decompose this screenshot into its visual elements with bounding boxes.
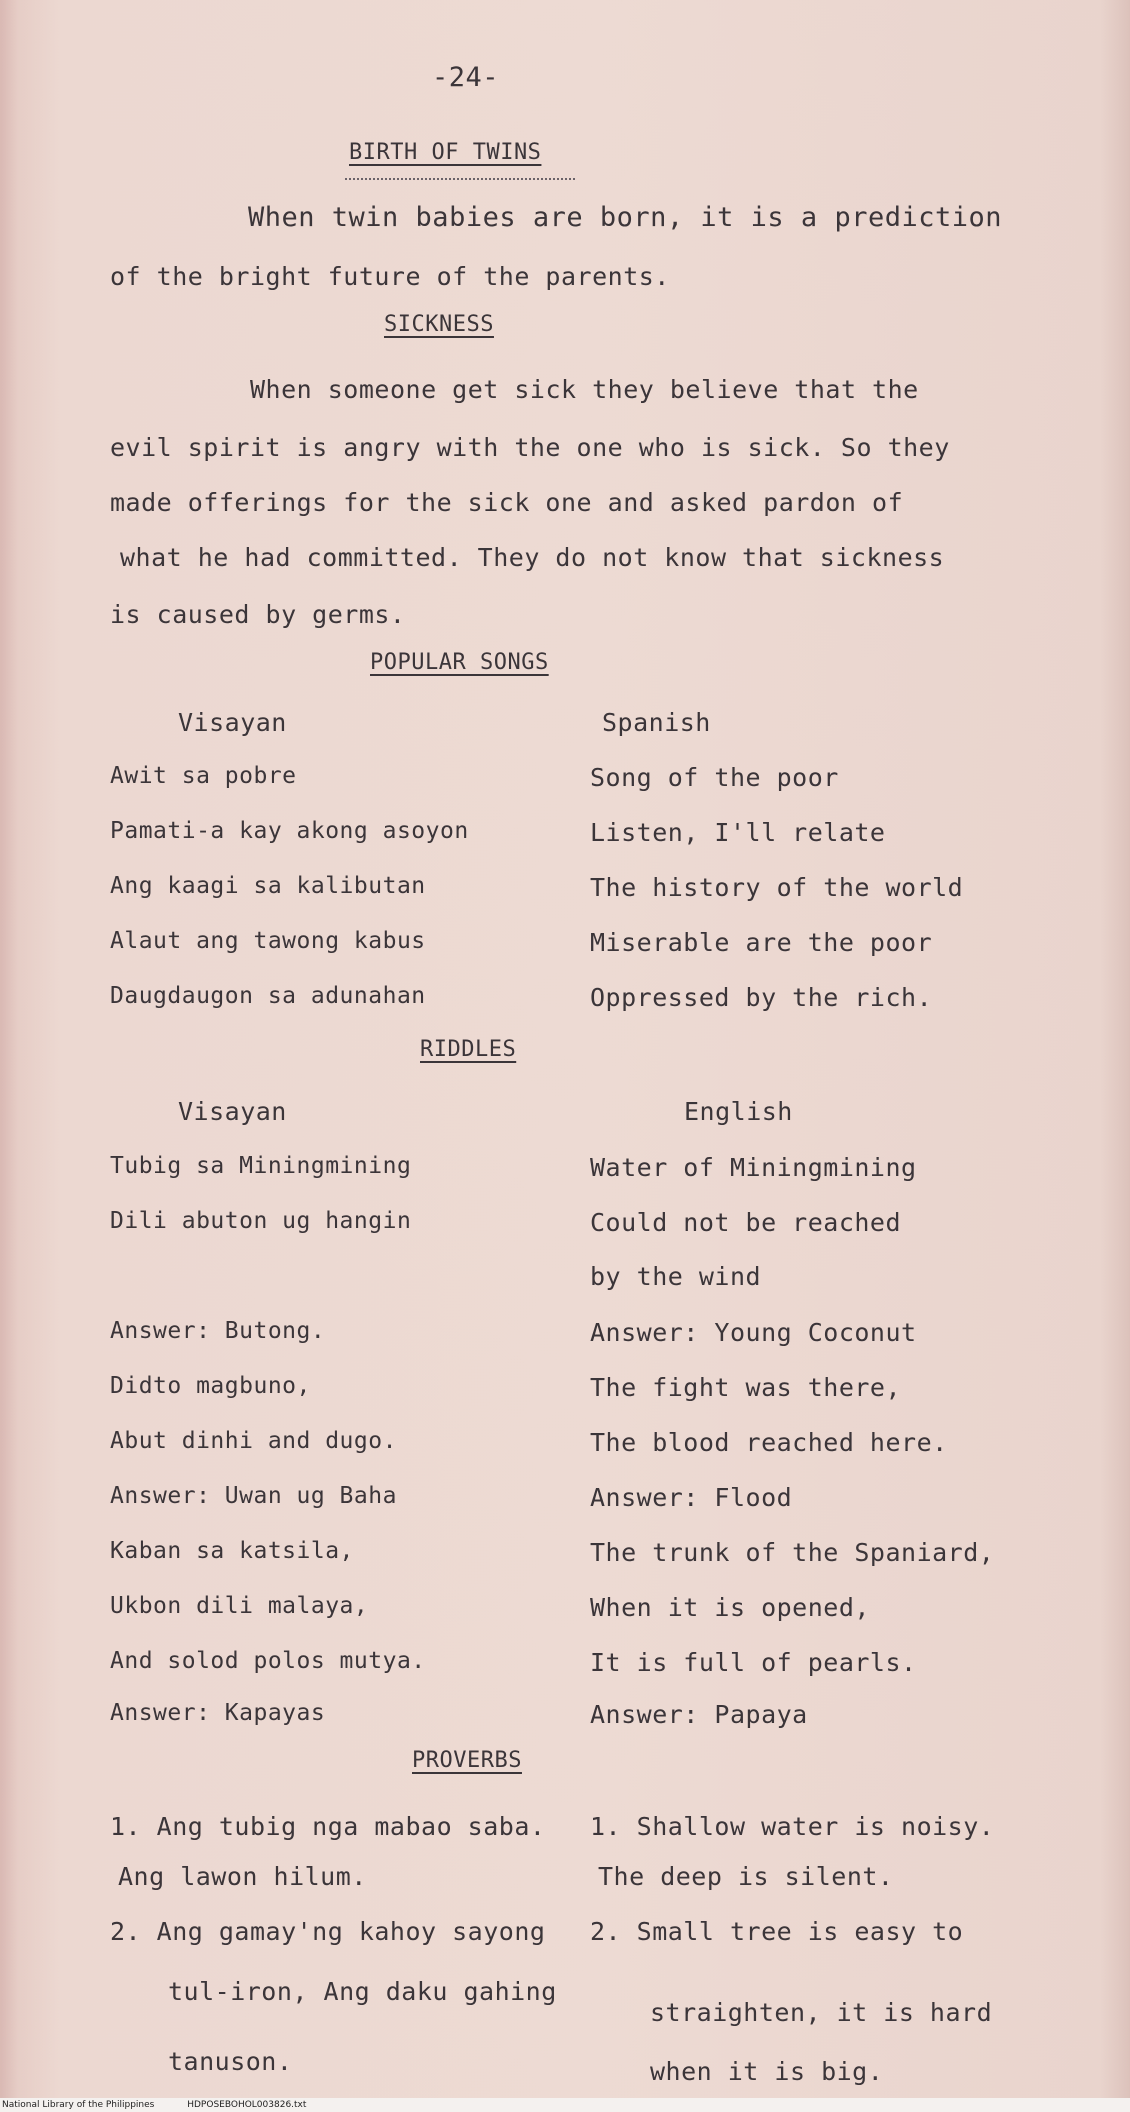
proverbs-heading: PROVERBS [412, 1748, 522, 1773]
riddles-col-right-label: English [684, 1097, 793, 1126]
riddle-right-6: The blood reached here. [590, 1428, 948, 1457]
proverb-2-left-line-2: tul-iron, Ang daku gahing [168, 1977, 557, 2006]
riddle-right-3: by the wind [590, 1262, 762, 1291]
riddle-right-4: Answer: Young Coconut [590, 1318, 917, 1347]
proverb-1-left-line-1: 1. Ang tubig nga mabao saba. [110, 1812, 546, 1841]
song-right-2: Listen, I'll relate [590, 818, 886, 847]
song-right-4: Miserable are the poor [590, 928, 933, 957]
riddle-left-6: Abut dinhi and dugo. [110, 1428, 397, 1454]
riddle-right-9: When it is opened, [590, 1593, 870, 1622]
riddle-left-7: Answer: Uwan ug Baha [110, 1483, 397, 1509]
songs-col-left-label: Visayan [178, 708, 287, 737]
riddle-left-11: Answer: Kapayas [110, 1700, 326, 1726]
sickness-line-1: When someone get sick they believe that the [250, 375, 919, 404]
riddle-right-7: Answer: Flood [590, 1483, 793, 1512]
riddle-left-1: Tubig sa Miningmining [110, 1153, 412, 1179]
proverb-2-right-line-1: 2. Small tree is easy to [590, 1917, 964, 1946]
proverb-1-left-line-2: Ang lawon hilum. [118, 1862, 367, 1891]
riddle-right-10: It is full of pearls. [590, 1648, 917, 1677]
birth-of-twins-line-1: When twin babies are born, it is a prediction [248, 202, 1002, 233]
riddle-left-10: And solod polos mutya. [110, 1648, 426, 1674]
riddle-left-4: Answer: Butong. [110, 1318, 326, 1344]
proverb-1-right-line-2: The deep is silent. [598, 1862, 894, 1891]
birth-of-twins-line-2: of the bright future of the parents. [110, 262, 670, 291]
footer-file-id: HDPOSEBOHOL003826.txt [187, 2100, 307, 2110]
riddles-heading: RIDDLES [420, 1037, 517, 1062]
proverb-1-right-line-1: 1. Shallow water is noisy. [590, 1812, 995, 1841]
song-left-3: Ang kaagi sa kalibutan [110, 873, 426, 899]
sickness-line-5: is caused by germs. [110, 600, 406, 629]
riddles-col-left-label: Visayan [178, 1097, 287, 1126]
footer-library: National Library of the Philippines [2, 2100, 155, 2110]
songs-col-right-label: Spanish [602, 708, 711, 737]
heading-dotted-rule [345, 178, 575, 180]
riddle-right-5: The fight was there, [590, 1373, 902, 1402]
proverb-2-left-line-3: tanuson. [168, 2047, 293, 2076]
song-right-3: The history of the world [590, 873, 964, 902]
sickness-line-3: made offerings for the sick one and asked pardon of [110, 488, 904, 517]
riddle-left-2: Dili abuton ug hangin [110, 1208, 412, 1234]
song-right-1: Song of the poor [590, 763, 839, 792]
proverb-2-right-line-2: straighten, it is hard [650, 1998, 993, 2027]
proverb-2-left-line-1: 2. Ang gamay'ng kahoy sayong [110, 1917, 546, 1946]
sickness-line-2: evil spirit is angry with the one who is sick. So they [110, 433, 950, 462]
riddle-left-5: Didto magbuno, [110, 1373, 311, 1399]
song-left-1: Awit sa pobre [110, 763, 297, 789]
scan-footer [0, 2098, 1130, 2112]
song-left-4: Alaut ang tawong kabus [110, 928, 426, 954]
sickness-line-4: what he had committed. They do not know that sickness [120, 543, 945, 572]
song-right-5: Oppressed by the rich. [590, 983, 933, 1012]
birth-of-twins-heading: BIRTH OF TWINS [349, 140, 542, 165]
song-left-2: Pamati-a kay akong asoyon [110, 818, 469, 844]
riddle-right-8: The trunk of the Spaniard, [590, 1538, 995, 1567]
riddle-left-9: Ukbon dili malaya, [110, 1593, 369, 1619]
riddle-left-8: Kaban sa katsila, [110, 1538, 354, 1564]
proverb-2-right-line-3: when it is big. [650, 2057, 884, 2086]
page-number: -24- [432, 62, 500, 93]
popular-songs-heading: POPULAR SONGS [370, 650, 549, 675]
song-left-5: Daugdaugon sa adunahan [110, 983, 426, 1009]
riddle-right-2: Could not be reached [590, 1208, 902, 1237]
riddle-right-1: Water of Miningmining [590, 1153, 917, 1182]
sickness-heading: SICKNESS [384, 312, 494, 337]
riddle-right-11: Answer: Papaya [590, 1700, 808, 1729]
